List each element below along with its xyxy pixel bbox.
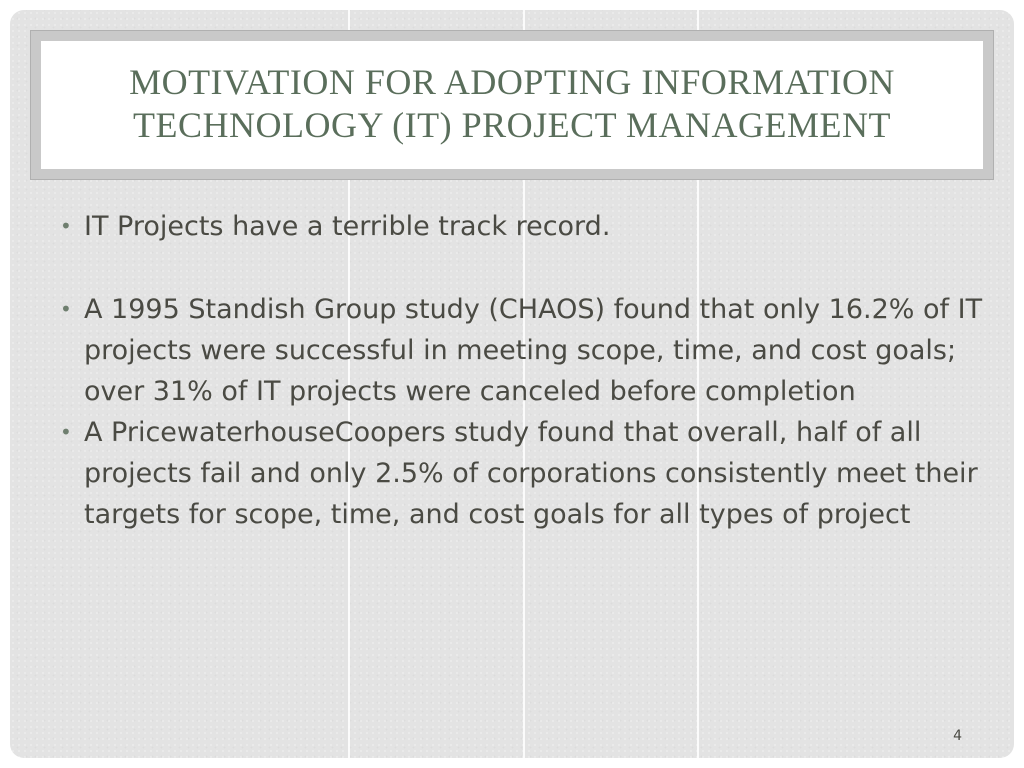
bullet-icon: • (60, 297, 72, 321)
title-frame (30, 30, 994, 180)
bullet-text: IT Projects have a terrible track record. (84, 211, 611, 242)
bullet-item (54, 412, 984, 535)
bullet-text: A 1995 Standish Group study (CHAOS) found that only 16.2% of IT projects were successful in meeting scope, time, and cost goals; over 31% of IT projects were canceled before completion (84, 294, 983, 407)
page-number: 4 (953, 728, 962, 744)
bullet-item (54, 206, 984, 247)
title-box (41, 41, 983, 169)
bullet-icon: • (60, 420, 72, 444)
slide (10, 10, 1014, 758)
slide-title-line-2: TECHNOLOGY (IT) PROJECT MANAGEMENT (133, 105, 891, 145)
bullet-icon: • (60, 214, 72, 238)
bullet-item (54, 289, 984, 412)
slide-title-line-1: MOTIVATION FOR ADOPTING INFORMATION (129, 62, 895, 102)
slide-title (41, 61, 983, 147)
bullet-text: A PricewaterhouseCoopers study found that overall, half of all projects fail and only 2.5% of corporations consistently meet their targets for scope, time, and cost goals for all types of project (84, 417, 978, 530)
bullet-list (54, 206, 984, 535)
